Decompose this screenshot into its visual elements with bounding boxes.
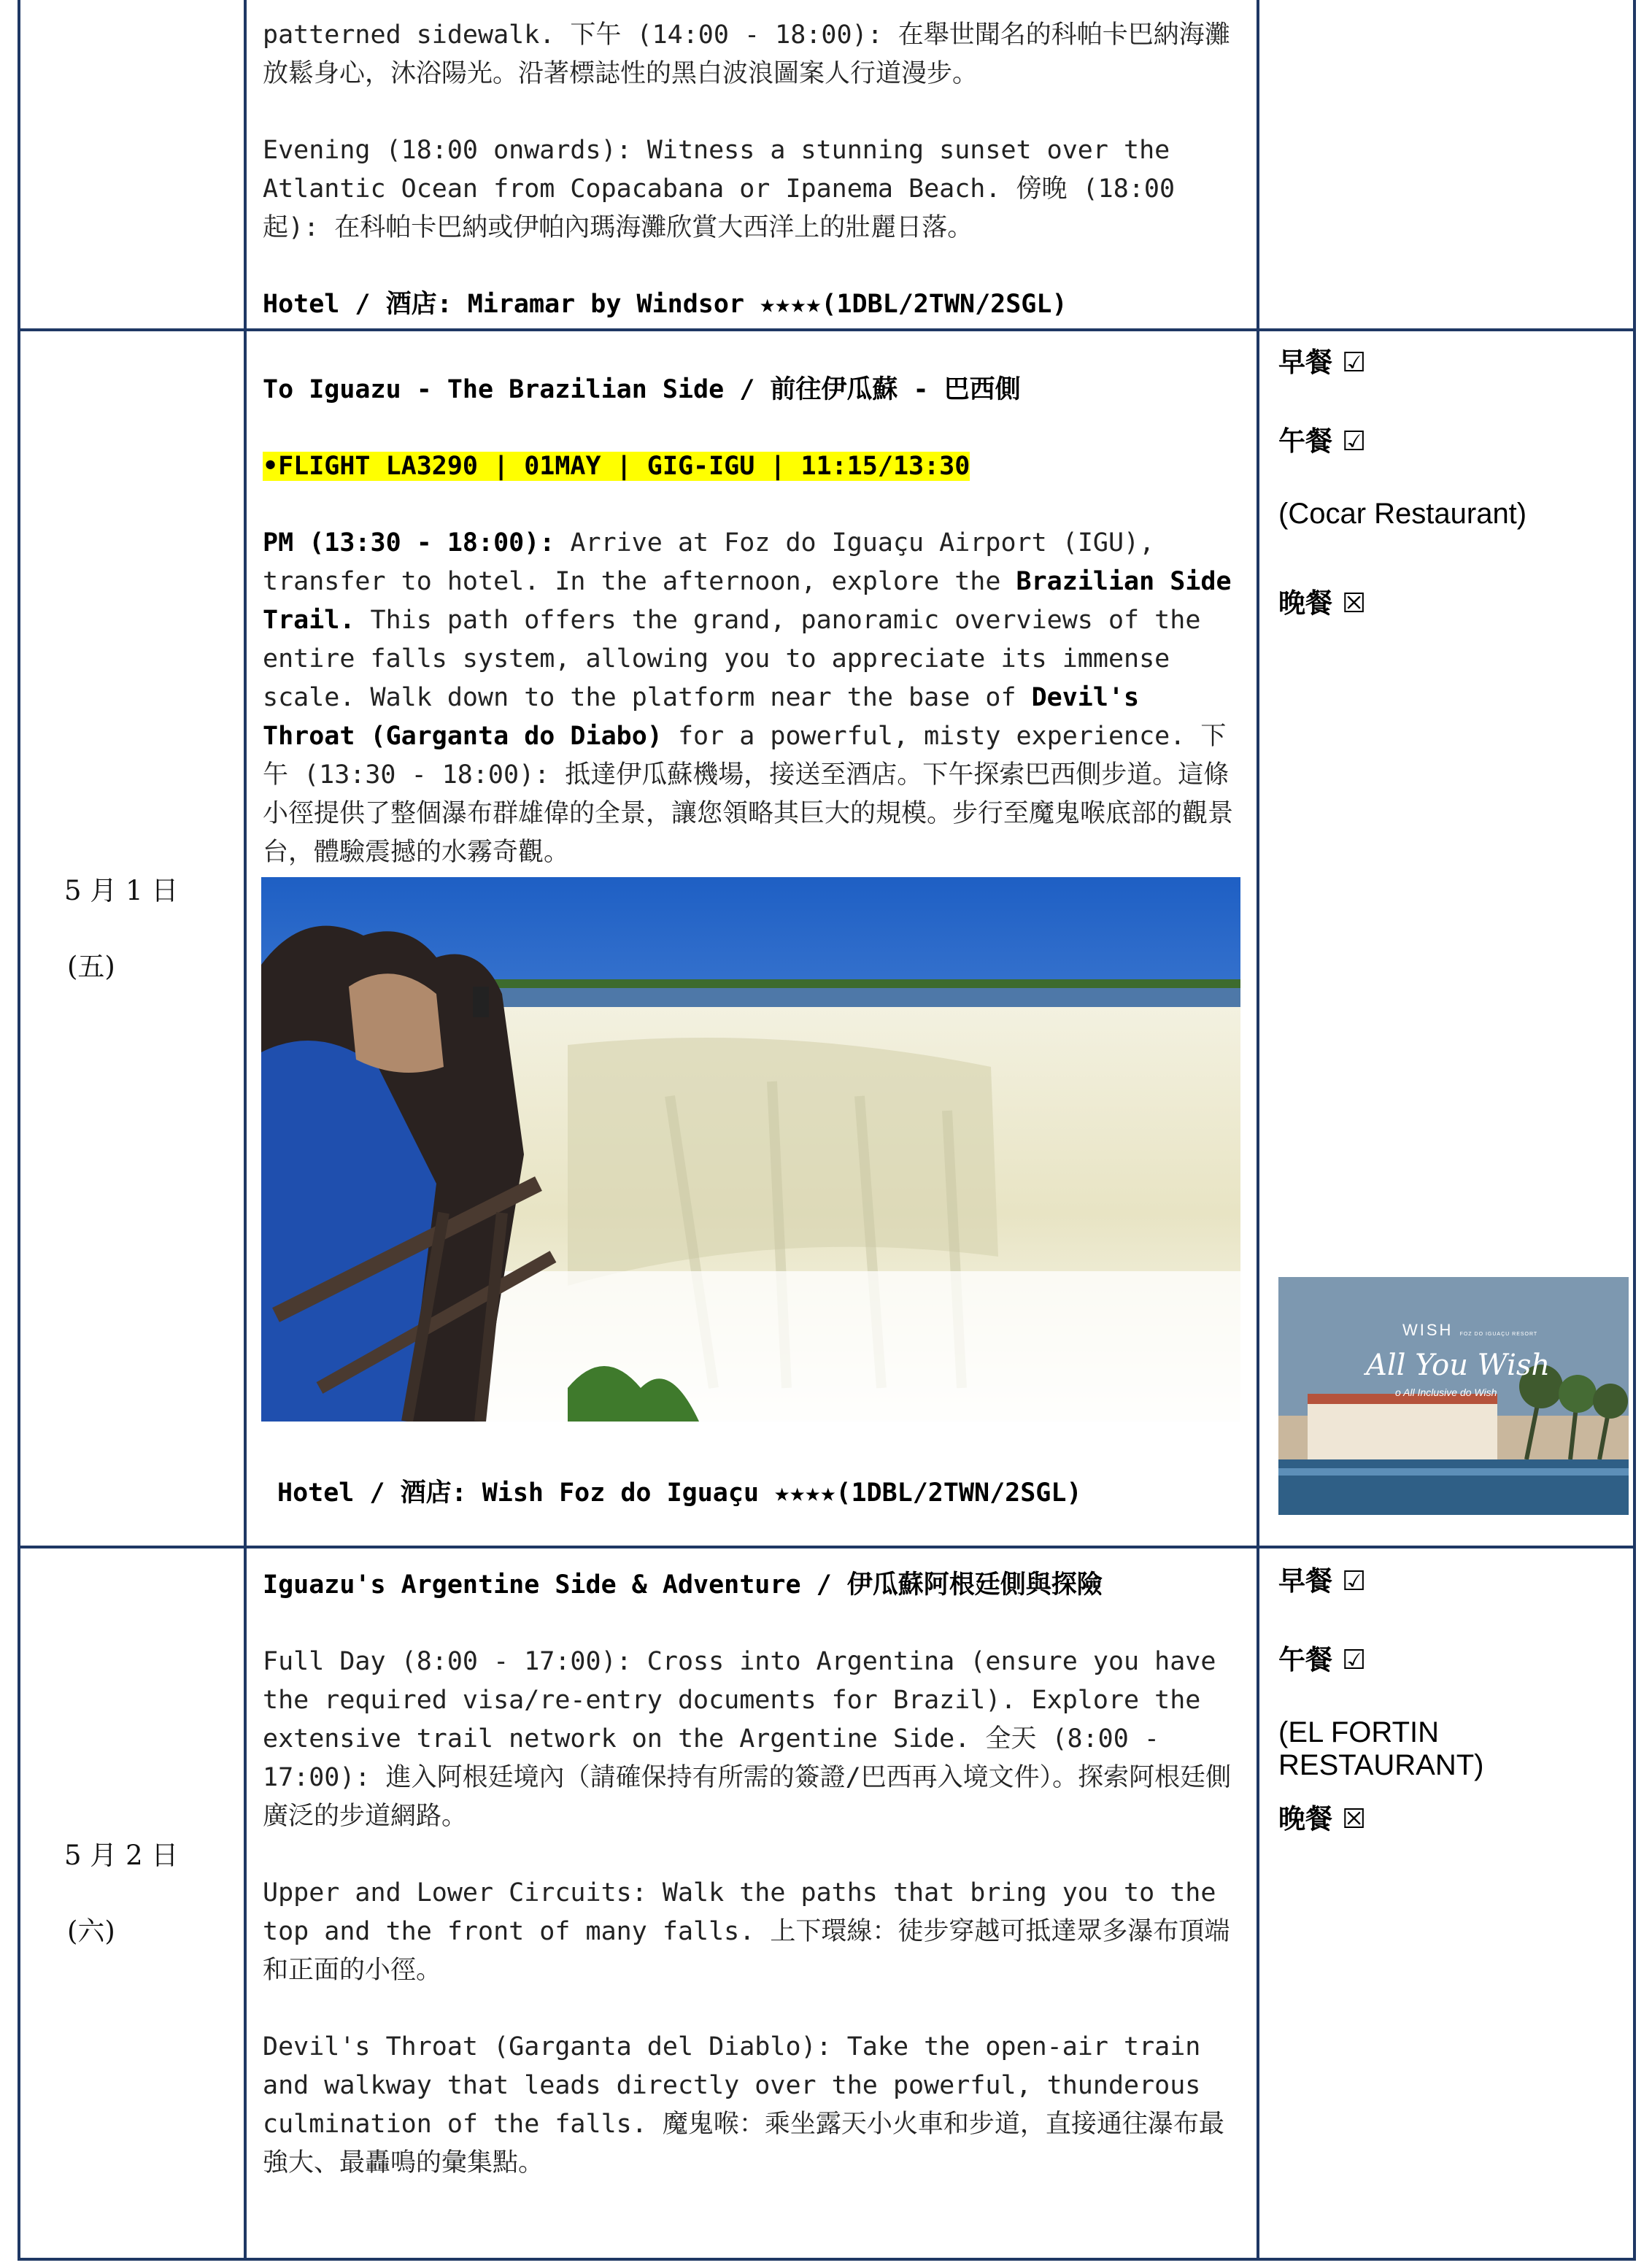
row1-dinner: 晚餐 ☒ <box>1278 587 1367 619</box>
row2-lunch-restaurant: (EL FORTIN RESTAURANT) <box>1278 1716 1484 1781</box>
wish-brand <box>1402 1321 1537 1340</box>
row1-pm-paragraph <box>263 524 1233 872</box>
row1-flight <box>263 447 1233 486</box>
wish-brand-text: WISH <box>1402 1321 1454 1339</box>
row2-date: 5 月 2 日 <box>64 1840 179 1871</box>
row2-full-day: Full Day (8:00 - 17:00): Cross into Argentina (ensure you have the required visa/re-entry documents for Brazil). Explore the extensive trail network on the Argentine Side. 全天 (8:00 - 17:00): 進入阿根廷境內（請確保持有所需的簽證/巴西再入境文件）。探索阿根廷側廣泛的步道網路。 <box>263 1647 1232 1831</box>
row2-circuits: Upper and Lower Circuits: Walk the paths that bring you to the top and the front of many falls. 上下環線：徒步穿越可抵達眾多瀑布頂端和正面的小徑。 <box>263 1878 1230 1985</box>
table-border-left <box>18 0 20 2261</box>
row0-afternoon-text: patterned sidewalk. 下午 (14:00 - 18:00): 在舉世聞名的科帕卡巴納海灘放鬆身心，沐浴陽光。沿著標誌性的黑白波浪圖案人行道漫步。 <box>263 20 1230 88</box>
row1-activities <box>263 371 1233 872</box>
row1-breakfast: 早餐 ☑ <box>1278 347 1367 378</box>
row1-hotel: Hotel / 酒店: Wish Foz do Iguaçu ★★★★(1DBL/2TWN/2SGL) <box>277 1478 1082 1508</box>
falls-illustration <box>261 877 1240 1422</box>
row2-dinner: 晚餐 ☒ <box>1278 1803 1367 1835</box>
row2-activities <box>263 1566 1233 2183</box>
row1-lunch-restaurant: (Cocar Restaurant) <box>1278 498 1527 530</box>
brazilian-side-trail: Brazilian Side Trail. <box>263 567 1232 635</box>
table-divider-date <box>244 0 247 2261</box>
row1-date: 5 月 1 日 <box>64 875 179 906</box>
row1-weekday: (五) <box>67 951 115 982</box>
row2-breakfast: 早餐 ☑ <box>1278 1565 1367 1597</box>
wish-tagline: o All Inclusive do Wish <box>1395 1386 1497 1398</box>
pm-text-3: for a powerful, misty experience. 下午 (13:30 - 18:00): 抵達伊瓜蘇機場，接送至酒店。下午探索巴西側步道。這條小徑提供了整個瀑布群雄偉的全景，讓您領略其巨大的規模。步行至魔鬼喉底部的觀景台，體驗震撼的水霧奇觀。 <box>263 722 1234 867</box>
row1-title: To Iguazu - The Brazilian Side / 前往伊瓜蘇 - 巴西側 <box>263 375 1021 404</box>
row-divider-1 <box>18 328 1636 331</box>
row0-evening-text: Evening (18:00 onwards): Witness a stunning sunset over the Atlantic Ocean from Copacabana or Ipanema Beach. 傍晚 (18:00 起): 在科帕卡巴納或伊帕內瑪海灘欣賞大西洋上的壯麗日落。 <box>263 136 1176 242</box>
flight-highlight: •FLIGHT LA3290 | 01MAY | GIG-IGU | 11:15/13:30 <box>263 452 970 481</box>
iguazu-falls-photo <box>261 877 1240 1422</box>
wish-brand-subtitle: FOZ DO IGUAÇU RESORT <box>1459 1332 1538 1337</box>
row2-devils-throat: Devil's Throat (Garganta del Diablo): Take the open-air train and walkway that leads directly over the powerful, thunderous culmination of the falls. 魔鬼喉：乘坐露天小火車和步道，直接通往瀑布最強大、最轟鳴的彙集點。 <box>263 2032 1224 2178</box>
pm-label: PM (13:30 - 18:00): <box>263 528 555 558</box>
pm-text-2: This path offers the grand, panoramic overviews of the entire falls system, allowing you to appreciate its immense scale. Walk down to the platform near the base of <box>263 606 1201 712</box>
table-divider-meals <box>1257 0 1259 2261</box>
row1-lunch: 午餐 ☑ <box>1278 425 1367 457</box>
table-border-right <box>1633 0 1636 2261</box>
pm-text-1: Arrive at Foz do Iguaçu Airport (IGU), transfer to hotel. In the afternoon, explore the <box>263 528 1155 596</box>
table-border-bottom <box>18 2258 1636 2261</box>
wish-resort-image <box>1278 1277 1629 1515</box>
row0-activities <box>263 16 1233 324</box>
devils-throat-name: Devil's Throat (Garganta do Diabo) <box>263 683 1140 751</box>
row0-hotel: Hotel / 酒店: Miramar by Windsor ★★★★(1DBL/2TWN/2SGL) <box>263 290 1068 319</box>
wish-script: All You Wish <box>1366 1349 1551 1382</box>
row2-title: Iguazu's Argentine Side & Adventure / 伊瓜蘇阿根廷側與探險 <box>263 1570 1103 1600</box>
row2-weekday: (六) <box>67 1916 115 1947</box>
row-divider-2 <box>18 1546 1636 1548</box>
row2-lunch: 午餐 ☑ <box>1278 1644 1367 1675</box>
